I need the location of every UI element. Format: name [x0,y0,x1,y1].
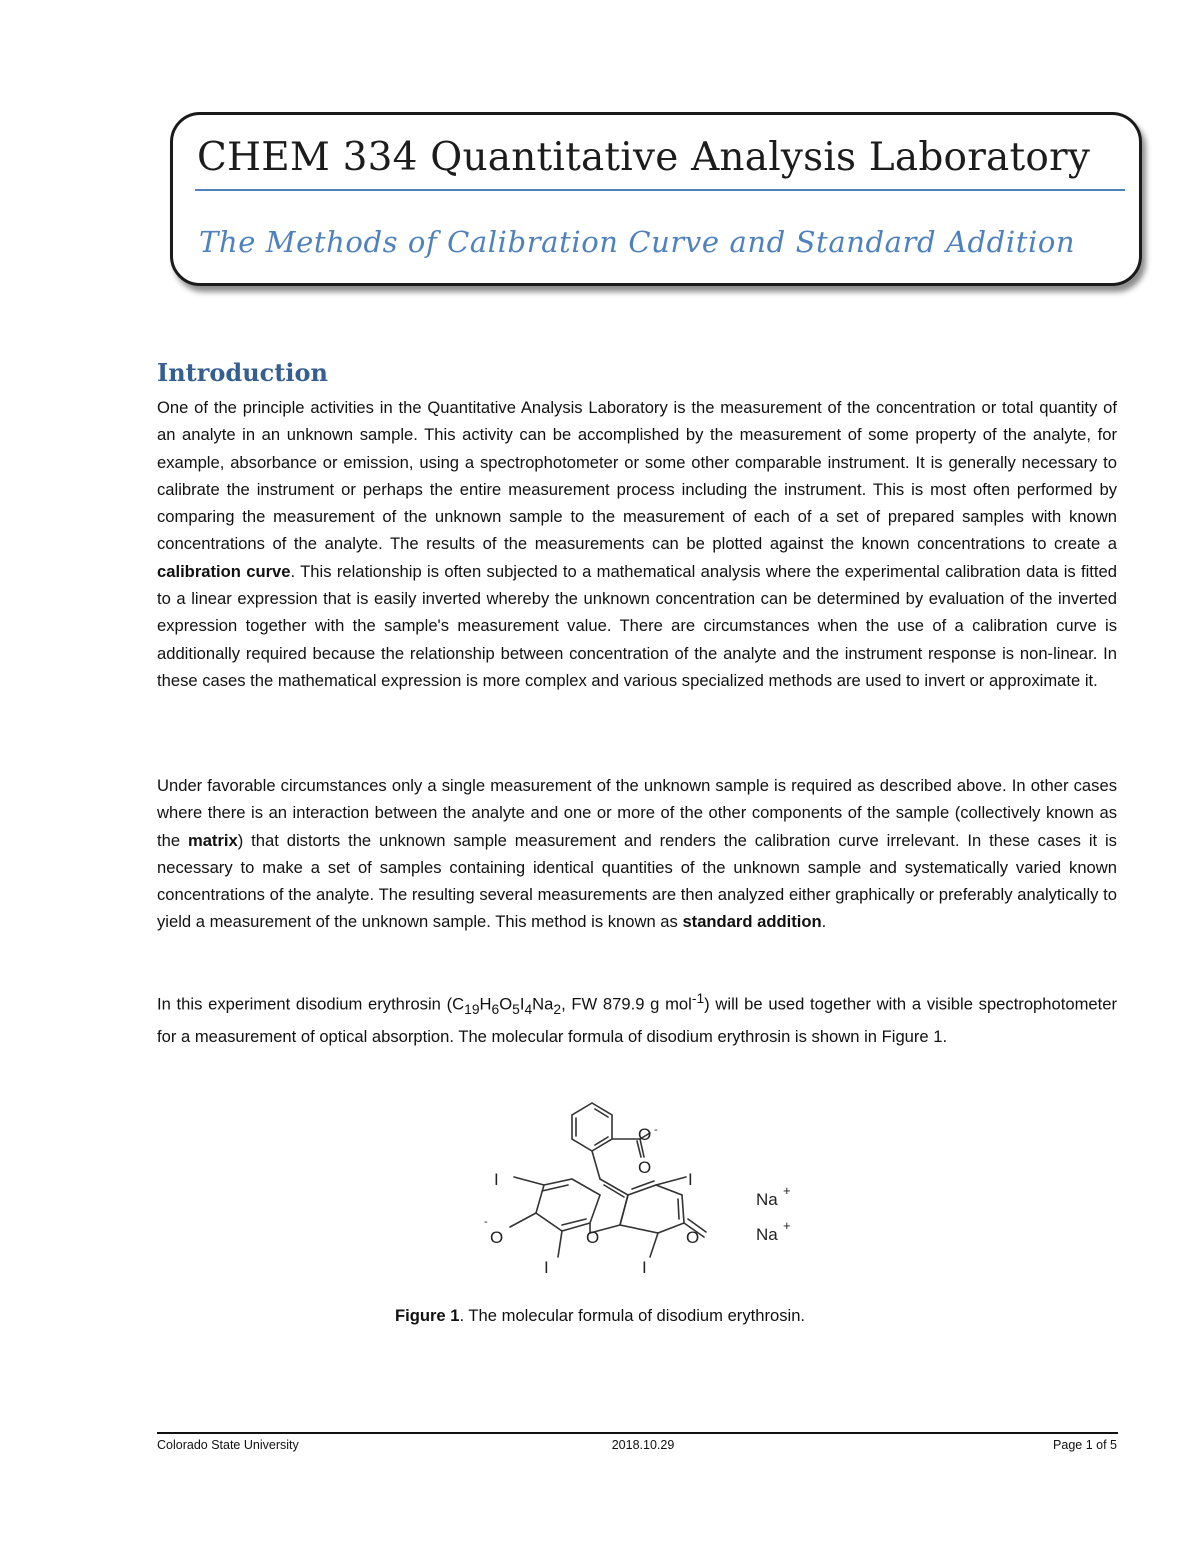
text-run: In this experiment disodium erythrosin (C [157,994,465,1014]
right-ring [620,1185,684,1233]
text-run: ) that distorts the unknown sample measurement and renders the calibration curve irrelevant. In these cases it is necessary to make a set of samples containing identical quantities of the unknown sample and systematically varied known concentrations of the analyte. The resulting several measurements are then analyzed either graphically or preferably analytically to yield a measurement of the unknown sample. This method is known as [157,830,1117,932]
atom-iodine-1: I [494,1170,499,1189]
title-box [170,112,1142,286]
atom-o-ring: O [586,1228,600,1247]
text-run: , FW 879.9 g mol [561,994,692,1014]
atom-iodine-3: I [544,1258,549,1277]
atom-o-carboxylate: O [638,1125,652,1144]
atom-o-carbonyl: O [638,1158,652,1177]
charge-plus-1: + [783,1183,791,1198]
intro-paragraph-3 [157,985,1117,1050]
footer-institution: Colorado State University [157,1438,299,1452]
intro-paragraph-1 [157,394,1117,694]
text-run: . [821,912,827,932]
subscript: 5 [512,1000,520,1017]
atom-o-ketone: O [686,1228,700,1247]
title-divider [195,189,1125,191]
text-run: Under favorable circumstances only a single measurement of the unknown sample is required as described above. In other cases where there is an interaction between the analyte and one or more of the other components of the sample (collectively known as the [157,776,1117,850]
charge-minus: - [654,1124,658,1136]
intro-paragraph-2 [157,772,1117,936]
term-standard-addition: standard addition [682,912,822,932]
footer-date: 2018.10.29 [611,1438,675,1452]
document-subtitle: The Methods of Calibration Curve and Standard Addition [199,225,1076,259]
text-run: O [499,994,513,1014]
sodium-ion-2: Na [756,1225,778,1244]
benzene-ring [572,1103,612,1151]
subscript: 2 [553,1000,562,1017]
atom-o-phenolate: O [490,1228,504,1247]
atom-iodine-4: I [642,1258,647,1277]
footer-divider [157,1432,1118,1434]
text-run: I [519,994,525,1014]
subscript: 19 [464,1000,480,1017]
document-title: CHEM 334 Quantitative Analysis Laboratory [197,135,1091,180]
subscript: 4 [524,1000,533,1017]
subscript: 6 [491,1000,500,1017]
text-run: One of the principle activities in the Quantitative Analysis Laboratory is the measurement of the concentration or total quantity of an analyte in an unknown sample. This activity can be accomplished by the measurement of some property of the analyte, for example, absorbance or emission, using a spectrophotometer or some other comparable instrument. It is generally necessary to calibrate the instrument or perhaps the entire measurement process including the instrument. This is most often performed by comparing the measurement of the unknown sample to the measurement of each of a set of prepared samples with known concentrations of the analyte. The results of the measurements can be plotted against the known concentrations to create a [157,398,1117,554]
text-run: ) will be used together with a visible spectrophotometer for a measurement of optical absorption. The molecular formula of disodium erythrosin is shown in Figure 1. [157,994,1118,1047]
figure-caption-text: . The molecular formula of disodium erythrosin. [459,1306,806,1325]
figure-caption [0,1306,1200,1326]
charge-minus-left: - [484,1216,488,1228]
charge-plus-2: + [783,1218,791,1233]
term-matrix: matrix [187,830,238,850]
section-heading-introduction: Introduction [157,358,328,387]
erythrosin-structure-diagram [480,1085,810,1285]
footer-page-number: Page 1 of 5 [1053,1438,1117,1452]
sodium-ion-1: Na [756,1190,778,1209]
atom-iodine-2: I [688,1170,693,1189]
text-run: Na [532,994,554,1014]
figure-label: Figure 1 [394,1306,460,1325]
term-calibration-curve: calibration curve [157,561,291,581]
text-run: H [479,994,492,1014]
text-run: . This relationship is often subjected to a mathematical analysis where the experimental calibration data is fitted to a linear expression that is easily inverted whereby the unknown concentration can be determined by evaluation of the inverted expression together with the sample's measurement value. There are circumstances when the use of a calibration curve is additionally required because the relationship between concentration of the analyte and the instrument response is non-linear. In these cases the mathematical expression is more complex and various specialized methods are used to invert or approximate it. [157,561,1117,690]
superscript: -1 [691,990,705,1006]
